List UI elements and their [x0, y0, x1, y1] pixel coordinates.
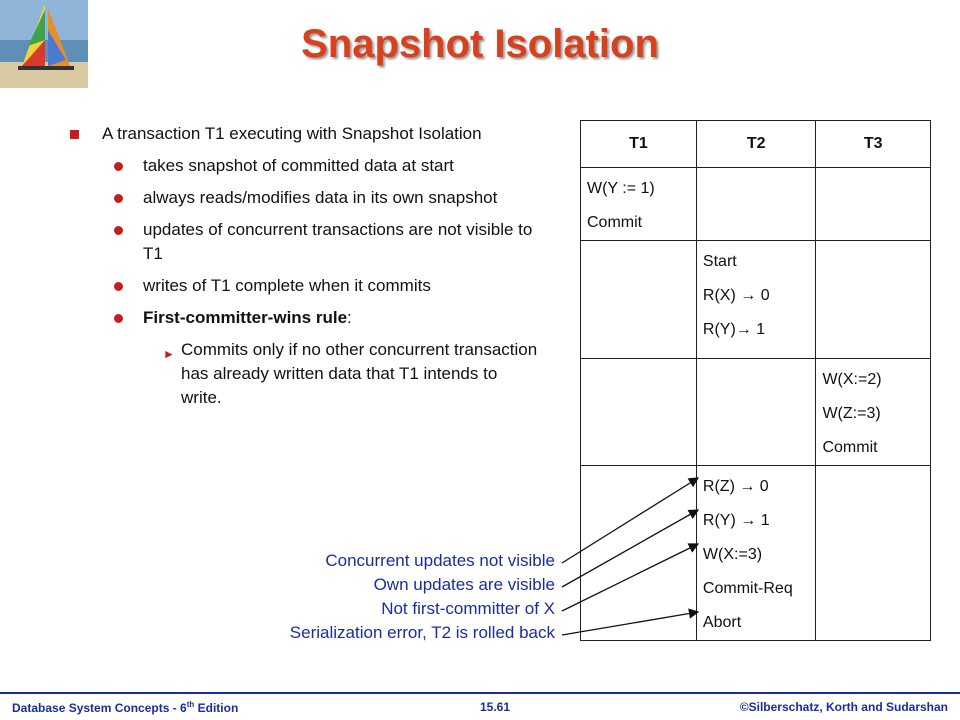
round-bullet-icon	[114, 162, 123, 171]
op: Commit-Req	[702, 580, 793, 597]
cell-t3	[816, 466, 931, 641]
bullet-list	[70, 122, 540, 410]
slide-footer	[0, 692, 960, 720]
table-row	[581, 466, 931, 641]
footer-page-number: 15.61	[480, 700, 511, 714]
sub-bullet	[70, 154, 540, 178]
schedule-table	[580, 120, 931, 641]
cell-t3	[816, 168, 931, 241]
table-header-row	[581, 121, 931, 168]
cell-t2	[696, 241, 816, 359]
cell-t1	[581, 359, 697, 466]
sub-sub-bullet	[70, 338, 540, 410]
op: R(Y) → 1	[702, 512, 770, 529]
header-t1: T1	[581, 121, 697, 168]
op: Commit	[587, 214, 643, 231]
op: R(Z) → 0	[702, 478, 769, 495]
square-bullet-icon	[70, 130, 79, 139]
header-t2: T2	[696, 121, 816, 168]
table-row	[581, 168, 931, 241]
round-bullet-icon	[114, 226, 123, 235]
op: W(X:=3)	[702, 546, 763, 563]
header-t3: T3	[816, 121, 931, 168]
sub-bullet	[70, 186, 540, 210]
op: Start	[702, 253, 737, 270]
rule-name: First-committer-wins rule	[143, 308, 348, 327]
sub-bullet-text: updates of concurrent transactions are not visible to T1	[143, 220, 533, 263]
op: W(Z:=3)	[822, 405, 881, 422]
sub-bullet	[70, 218, 540, 266]
op: W(X:=2)	[822, 371, 882, 388]
bullet-main-text: A transaction T1 executing with Snapshot Isolation	[102, 124, 482, 143]
annotation-text: Not first-committer of X	[381, 599, 555, 618]
sub-bullet-text: takes snapshot of committed data at start	[143, 156, 454, 175]
cell-t1	[581, 168, 697, 241]
cell-t3	[816, 241, 931, 359]
sub-bullet-text: writes of T1 complete when it commits	[143, 276, 431, 295]
op: R(Y)→ 1	[702, 321, 766, 338]
op: Commit	[822, 439, 878, 456]
table-row	[581, 241, 931, 359]
rule-colon: :	[347, 308, 352, 327]
footer-book-title: Database System Concepts - 6th Edition	[12, 700, 239, 715]
annotation-list	[290, 549, 555, 645]
table-row	[581, 359, 931, 466]
cell-t2	[696, 466, 816, 641]
cell-t1	[581, 241, 697, 359]
op: W(Y := 1)	[587, 180, 655, 197]
cell-t1	[581, 466, 697, 641]
op: R(X) → 0	[702, 287, 770, 304]
cell-t2	[696, 168, 816, 241]
footer-rule	[0, 692, 960, 694]
sub-bullet	[70, 274, 540, 298]
round-bullet-icon	[114, 194, 123, 203]
annotation-text: Own updates are visible	[373, 575, 555, 594]
round-bullet-icon	[114, 314, 123, 323]
annotation-text: Concurrent updates not visible	[325, 551, 555, 570]
sub-sub-bullet-text: Commits only if no other concurrent transaction has already written data that T1 intends to write.	[181, 340, 538, 407]
cell-t3	[816, 359, 931, 466]
sub-bullet	[70, 306, 540, 330]
footer-copyright: ©Silberschatz, Korth and Sudarshan	[739, 700, 948, 714]
op: Abort	[702, 614, 742, 631]
annotation-text: Serialization error, T2 is rolled back	[289, 623, 555, 642]
cell-t2	[696, 359, 816, 466]
sub-bullet-text: always reads/modifies data in its own snapshot	[143, 188, 498, 207]
round-bullet-icon	[114, 282, 123, 291]
bullet-main	[70, 122, 540, 146]
triangle-bullet-icon: ►	[163, 347, 175, 361]
slide-title: Snapshot Isolation	[301, 22, 659, 66]
